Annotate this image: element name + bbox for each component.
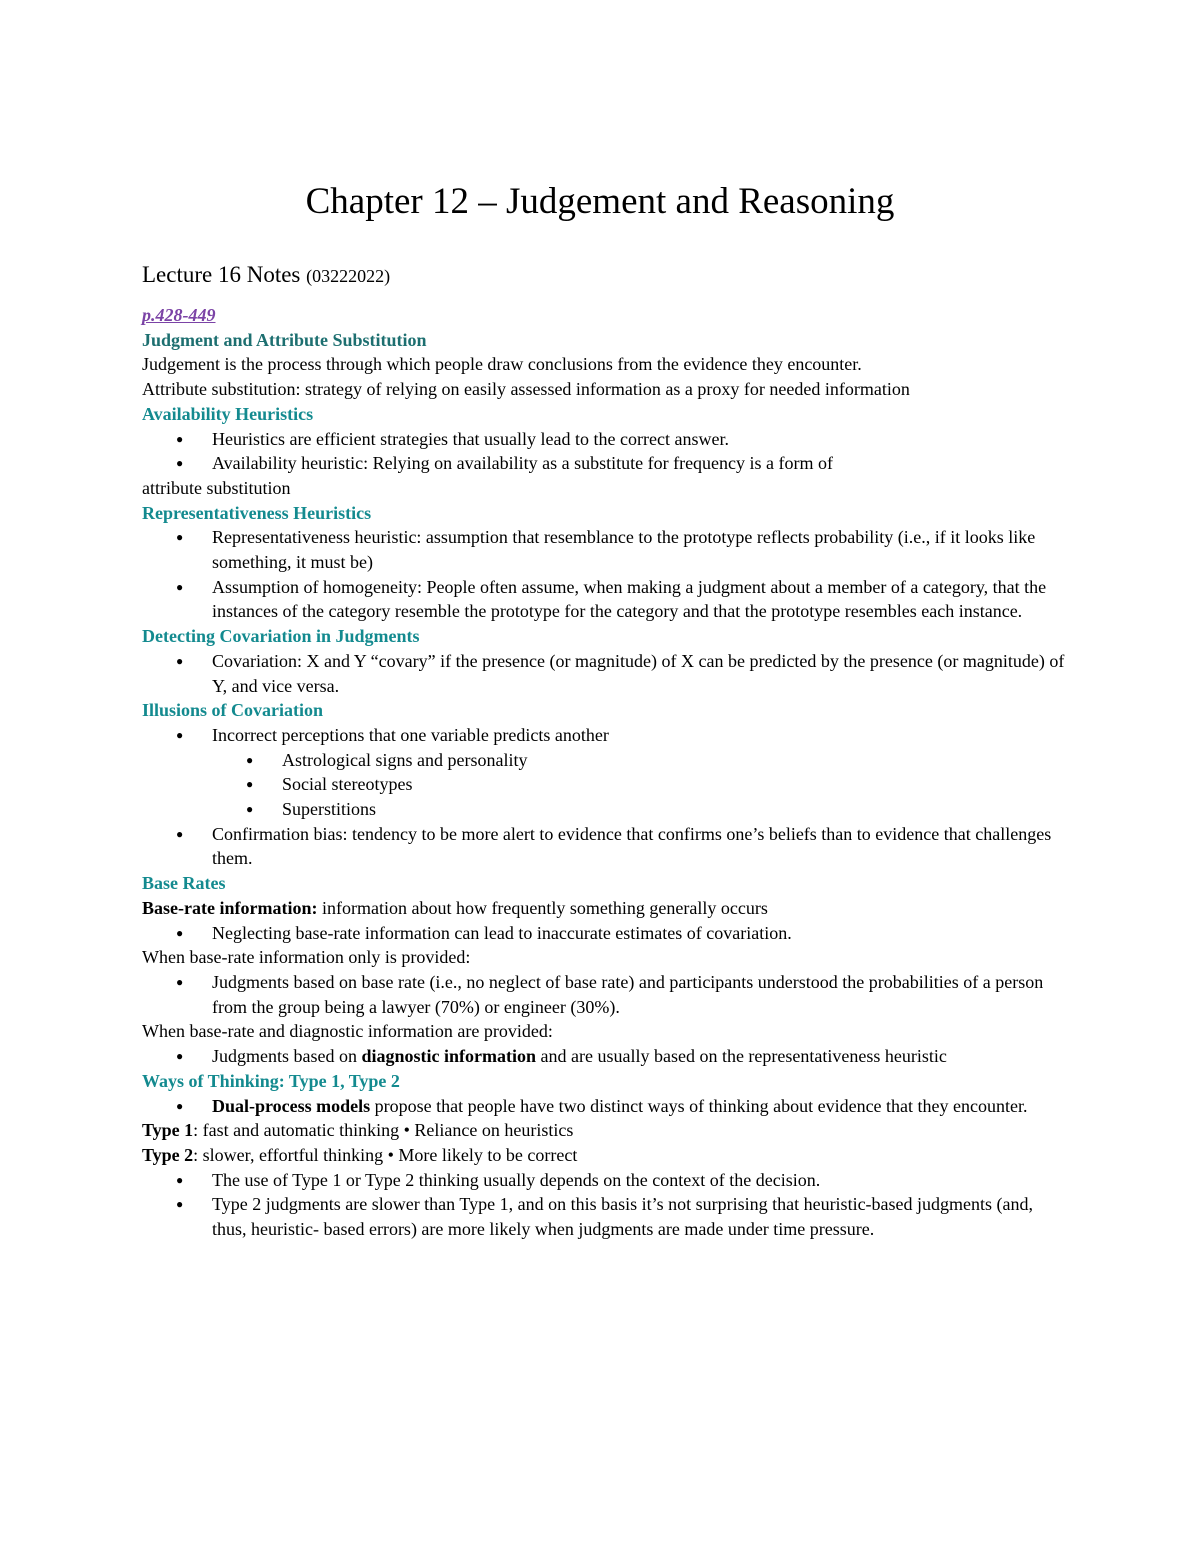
list-item: ● The use of Type 1 or Type 2 thinking usually depends on the context of the decision. <box>142 1168 1067 1193</box>
section-heading-attribute-substitution: Judgment and Attribute Substitution <box>142 329 427 350</box>
bullet-list <box>142 822 1067 871</box>
bullet-list <box>142 1044 1067 1069</box>
section-heading-illusions: Illusions of Covariation <box>142 700 324 721</box>
bullet-list <box>142 525 1067 624</box>
bullet-list <box>142 649 1067 698</box>
paragraph: When base-rate and diagnostic information are provided: <box>142 1021 553 1042</box>
section-heading-ways-of-thinking: Ways of Thinking: Type 1, Type 2 <box>142 1070 400 1091</box>
section-heading-representativeness: Representativeness Heuristics <box>142 502 372 523</box>
sub-list-item: ● Social stereotypes <box>142 772 1067 797</box>
list-item <box>142 451 1067 476</box>
list-item: ● Type 2 judgments are slower than Type 1, and on this basis it’s not surprising that heuristic-based judgments (and, thus, heuristic- based errors) are more likely when judgments are made under time pressure. <box>142 1192 1067 1241</box>
bullet-list <box>142 921 1067 946</box>
bullet-list <box>142 1094 1067 1119</box>
paragraph: attribute substitution <box>142 477 291 498</box>
definition <box>142 896 1067 921</box>
sub-bullet-list <box>142 748 1067 822</box>
sub-list-item: ● Superstitions <box>142 797 1067 822</box>
lecture-date: (03222022) <box>306 266 391 286</box>
bullet-list <box>142 427 1067 476</box>
list-item-text: propose that people have two distinct ways of thinking about evidence that they encounter. <box>370 1095 1028 1116</box>
list-item <box>142 1094 1067 1119</box>
definition-term: Base-rate information: <box>142 897 318 918</box>
paragraph: Attribute substitution: strategy of relying on easily assessed information as a proxy for needed information <box>142 379 910 400</box>
sub-list-item: ● Astrological signs and personality <box>142 748 1067 773</box>
list-item: ● Judgments based on base rate (i.e., no neglect of base rate) and participants understood the probabilities of a person from the group being a lawyer (70%) or engineer (30%). <box>142 970 1067 1019</box>
list-item: ● Assumption of homogeneity: People often assume, when making a judgment about a member of a category, that the instances of the category resemble the prototype for the category and that the prototype resembles each instance. <box>142 575 1067 624</box>
lecture-label: Lecture 16 Notes <box>142 262 301 287</box>
bullet-list <box>142 723 1067 748</box>
list-item-text: Availability heuristic: Relying on availability as a substitute for frequency is a form of <box>212 453 834 474</box>
type2-line <box>142 1143 1067 1168</box>
lecture-heading <box>142 260 1067 291</box>
type2-label: Type 2 <box>142 1144 194 1165</box>
list-item-text: and are usually based on the representativeness heuristic <box>536 1046 947 1067</box>
list-item: ● Heuristics are efficient strategies that usually lead to the correct answer. <box>142 427 1067 452</box>
section-heading-covariation: Detecting Covariation in Judgments <box>142 626 420 647</box>
chapter-title: Chapter 12 – Judgement and Reasoning <box>305 181 895 222</box>
paragraph: Judgement is the process through which people draw conclusions from the evidence they encounter. <box>142 354 862 375</box>
list-item: ● Incorrect perceptions that one variable predicts another <box>142 723 1067 748</box>
list-item: ● Representativeness heuristic: assumption that resemblance to the prototype reflects probability (i.e., if it looks like something, it must be) <box>142 525 1067 574</box>
section-heading-base-rates: Base Rates <box>142 873 226 894</box>
type2-text: : slower, effortful thinking • More likely to be correct <box>193 1144 578 1165</box>
list-item <box>142 1044 1067 1069</box>
section-heading-availability: Availability Heuristics <box>142 403 314 424</box>
list-item: ● Covariation: X and Y “covary” if the presence (or magnitude) of X can be predicted by the presence (or magnitude) of Y, and vice versa. <box>142 649 1067 698</box>
list-item: ● Confirmation bias: tendency to be more alert to evidence that confirms one’s beliefs than to evidence that challenges them. <box>142 822 1067 871</box>
emphasis: Dual-process models <box>212 1095 371 1116</box>
bullet-list <box>142 970 1067 1019</box>
paragraph: When base-rate information only is provided: <box>142 947 471 968</box>
definition-text: information about how frequently something generally occurs <box>317 897 768 918</box>
type1-text: : fast and automatic thinking • Reliance on heuristics <box>193 1120 574 1141</box>
list-item: ● Neglecting base-rate information can lead to inaccurate estimates of covariation. <box>142 921 1067 946</box>
notes-content <box>142 260 1067 1242</box>
bullet-list <box>142 1168 1067 1242</box>
list-item-text: Judgments based on <box>212 1046 362 1067</box>
type1-line <box>142 1118 1067 1143</box>
emphasis: diagnostic information <box>361 1046 536 1067</box>
type1-label: Type 1 <box>142 1120 194 1141</box>
page-range-link[interactable]: p.428-449 <box>142 305 216 325</box>
